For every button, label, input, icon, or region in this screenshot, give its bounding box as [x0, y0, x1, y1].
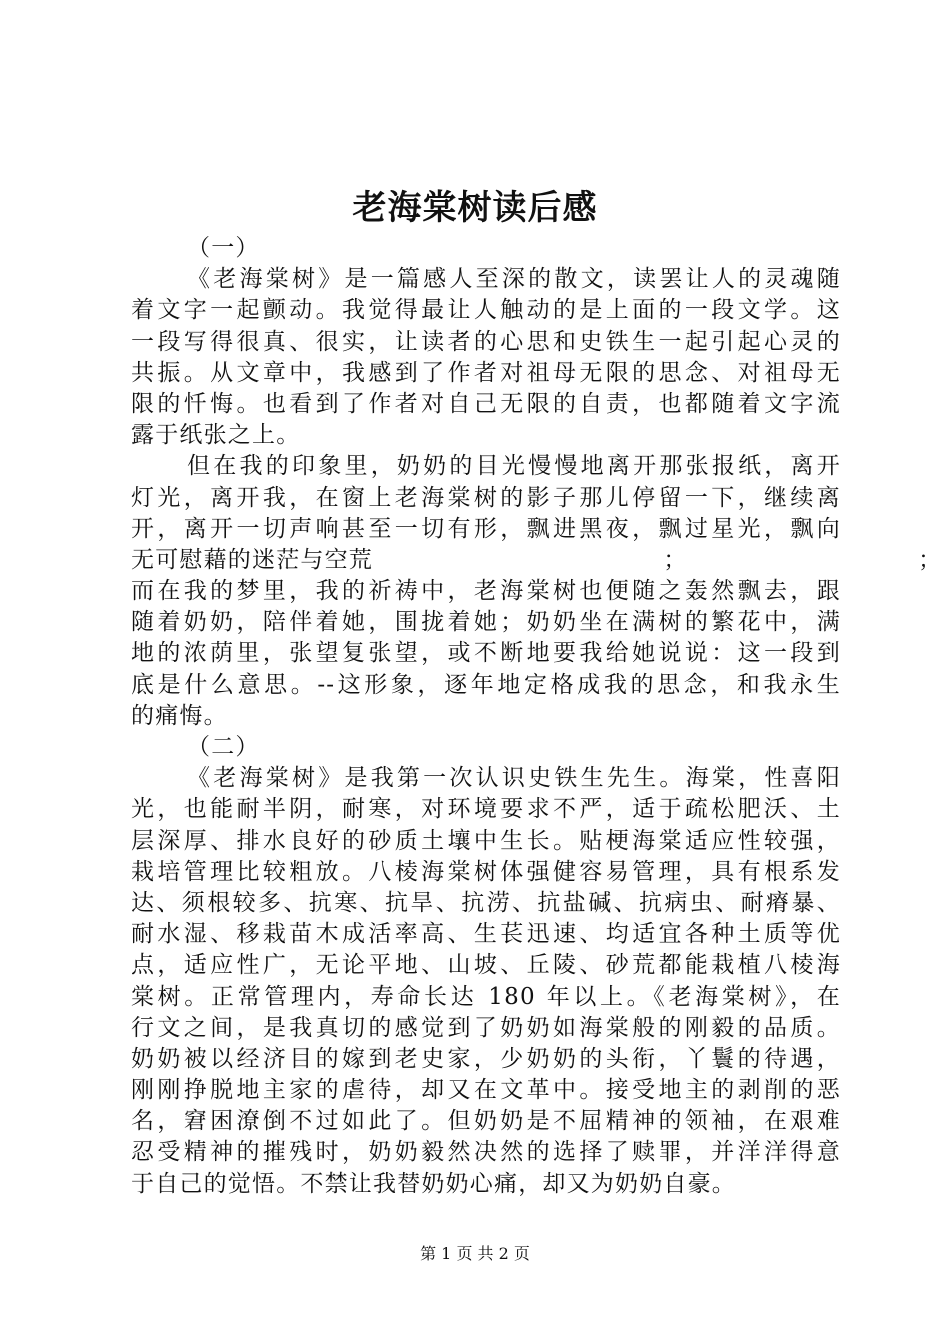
paragraph-line: 棠树。正常管理内，寿命长达 180 年以上。《老海棠树》，在 — [131, 983, 841, 1010]
document-body — [131, 233, 943, 1200]
paragraph-line: 《老海棠树》是我第一次认识史铁生先生。海棠，性喜阳 — [187, 765, 841, 792]
paragraph-line: 地的浓荫里，张望复张望，或不断地要我给她说说：这一段到 — [131, 640, 841, 667]
paragraph-line: 刚刚挣脱地主家的虐待，却又在文革中。接受地主的剥削的恶 — [131, 1077, 841, 1104]
paragraph-line: 耐水湿、移栽苗木成活率高、生苌迅速、均适宜各种土质等优 — [131, 921, 841, 948]
paragraph-line: 限的忏悔。也看到了作者对自己无限的自责，也都随着文字流 — [131, 390, 841, 417]
section-heading-1: （一） — [187, 235, 260, 261]
paragraph-line: 奶奶被以经济目的嫁到老史家，少奶奶的头衔，丫鬟的待遇， — [131, 1045, 841, 1072]
paragraph-line: 于自己的觉悟。不禁让我替奶奶心痛，却又为奶奶自豪。 — [131, 1170, 736, 1197]
page-footer: 第 1 页 共 2 页 — [420, 1244, 530, 1263]
paragraph-line: 着文字一起颤动。我觉得最让人触动的是上面的一段文学。这 — [131, 297, 841, 324]
paragraph-line: 栽培管理比较粗放。八棱海棠树体强健容易管理，具有根系发 — [131, 858, 841, 885]
section-heading-2: （二） — [187, 734, 260, 760]
paragraph-line: 开，离开一切声响甚至一切有形，飘进黑夜，飘过星光，飘向 — [131, 515, 841, 542]
paragraph-line: 点，适应性广，无论平地、山坡、丘陵、砂荒都能栽植八棱海 — [131, 952, 841, 979]
paragraph-line: 但在我的印象里，奶奶的目光慢慢地离开那张报纸，离开 — [187, 453, 841, 480]
paragraph-line: 露于纸张之上。 — [131, 422, 301, 449]
paragraph-line: 《老海棠树》是一篇感人至深的散文，读罢让人的灵魂随 — [187, 266, 841, 293]
paragraph-line: 层深厚、排水良好的砂质土壤中生长。贴梗海棠适应性较强， — [131, 827, 841, 854]
paragraph-line: 而在我的梦里，我的祈祷中，老海棠树也便随之轰然飘去，跟 — [131, 578, 841, 605]
paragraph-line: 无可慰藉的迷茫与空荒 ； ； — [131, 546, 943, 573]
paragraph-line: 的痛悔。 — [131, 702, 228, 729]
paragraph-line: 忍受精神的摧残时，奶奶毅然决然的选择了赎罪，并洋洋得意 — [131, 1139, 841, 1166]
document-title: 老海棠树读后感 — [352, 188, 598, 228]
paragraph-line: 达、须根较多、抗寒、抗旱、抗涝、抗盐碱、抗病虫、耐瘠暴、 — [131, 889, 841, 916]
paragraph-line: 灯光，离开我，在窗上老海棠树的影子那儿停留一下，继续离 — [131, 484, 841, 511]
paragraph-line: 行文之间，是我真切的感觉到了奶奶如海棠般的刚毅的品质。 — [131, 1014, 841, 1041]
paragraph-line: 一段写得很真、很实，让读者的心思和史铁生一起引起心灵的 — [131, 328, 841, 355]
paragraph-line: 共振。从文章中，我感到了作者对祖母无限的思念、对祖母无 — [131, 359, 841, 386]
paragraph-line: 名，窘困潦倒不过如此了。但奶奶是不屈精神的领袖，在艰难 — [131, 1108, 841, 1135]
paragraph-line: 底是什么意思。--这形象，逐年地定格成我的思念，和我永生 — [131, 671, 841, 698]
paragraph-line: 随着奶奶，陪伴着她，围拢着她；奶奶坐在满树的繁花中，满 — [131, 609, 841, 636]
paragraph-line: 光，也能耐半阴，耐寒，对环境要求不严，适于疏松肥沃、土 — [131, 796, 841, 823]
